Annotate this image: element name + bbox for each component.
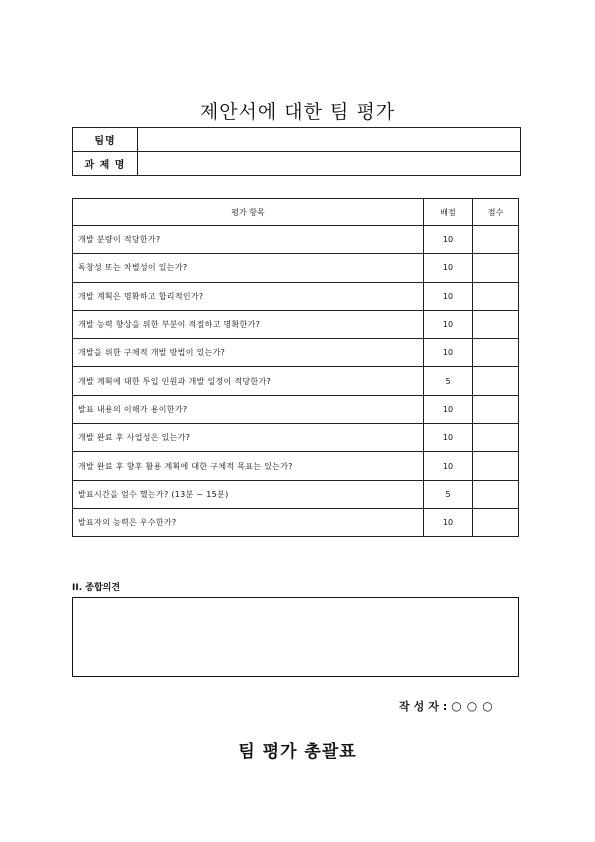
evaluation-points: 10 [424, 424, 473, 452]
evaluation-item: 개발 완료 후 사업성은 있는가? [73, 424, 424, 452]
evaluation-points: 5 [424, 480, 473, 508]
evaluation-score-cell[interactable] [473, 310, 519, 338]
evaluation-score-cell[interactable] [473, 508, 519, 536]
page-title: 제안서에 대한 팀 평가 [199, 101, 396, 123]
evaluation-header-row [73, 199, 519, 226]
team-name-label: 팀명 [73, 128, 138, 152]
evaluation-item: 개발 능력 향상을 위한 부분이 적절하고 명확한가? [73, 310, 424, 338]
evaluation-points: 10 [424, 508, 473, 536]
author-colon: : [442, 699, 448, 713]
evaluation-score-cell[interactable] [473, 480, 519, 508]
points-column-header: 배점 [424, 199, 473, 226]
evaluation-item: 개발 계획은 명확하고 합리적인가? [73, 282, 424, 310]
evaluation-row [73, 367, 519, 395]
evaluation-row [73, 254, 519, 282]
evaluation-score-cell[interactable] [473, 254, 519, 282]
evaluation-row [73, 424, 519, 452]
evaluation-score-cell[interactable] [473, 395, 519, 423]
author-label: 작성자 [399, 700, 443, 713]
team-name-value[interactable] [138, 128, 521, 152]
evaluation-item: 독창성 또는 차별성이 있는가? [73, 254, 424, 282]
team-info-table [72, 127, 521, 176]
evaluation-row [73, 452, 519, 480]
author-name: ○○○ [451, 699, 498, 713]
evaluation-score-cell[interactable] [473, 452, 519, 480]
evaluation-row [73, 508, 519, 536]
evaluation-score-cell[interactable] [473, 424, 519, 452]
evaluation-item: 발표 내용의 이해가 용이한가? [73, 395, 424, 423]
evaluation-points: 10 [424, 452, 473, 480]
evaluation-item: 개발 분량이 적당한가? [73, 226, 424, 254]
author-line [399, 698, 498, 714]
evaluation-row [73, 282, 519, 310]
evaluation-score-cell[interactable] [473, 339, 519, 367]
evaluation-points: 10 [424, 339, 473, 367]
evaluation-table [72, 198, 519, 537]
evaluation-points: 10 [424, 226, 473, 254]
evaluation-item: 발표시간을 엄수 했는가? (13분 ~ 15분) [73, 480, 424, 508]
team-row [73, 128, 521, 152]
evaluation-score-cell[interactable] [473, 282, 519, 310]
evaluation-item: 개발 계획에 대한 투입 인원과 개발 일정이 적당한가? [73, 367, 424, 395]
comments-box[interactable] [72, 597, 519, 677]
summary-title: 팀 평가 총괄표 [238, 742, 357, 762]
evaluation-points: 10 [424, 282, 473, 310]
evaluation-row [73, 339, 519, 367]
evaluation-row [73, 395, 519, 423]
evaluation-points: 10 [424, 310, 473, 338]
evaluation-item: 발표자의 능력은 우수한가? [73, 508, 424, 536]
evaluation-row [73, 480, 519, 508]
comments-heading: II. 종합의견 [72, 583, 121, 593]
evaluation-row [73, 226, 519, 254]
task-name-label: 과 제 명 [73, 152, 138, 176]
evaluation-points: 10 [424, 395, 473, 423]
evaluation-points: 10 [424, 254, 473, 282]
item-column-header: 평가 항목 [73, 199, 424, 226]
evaluation-item: 개발을 위한 구체적 개발 방법이 있는가? [73, 339, 424, 367]
score-column-header: 점수 [473, 199, 519, 226]
evaluation-item: 개발 완료 후 향후 활용 계획에 대한 구체적 목표는 있는가? [73, 452, 424, 480]
evaluation-row [73, 310, 519, 338]
task-name-value[interactable] [138, 152, 521, 176]
task-row [73, 152, 521, 176]
evaluation-score-cell[interactable] [473, 226, 519, 254]
evaluation-score-cell[interactable] [473, 367, 519, 395]
evaluation-points: 5 [424, 367, 473, 395]
